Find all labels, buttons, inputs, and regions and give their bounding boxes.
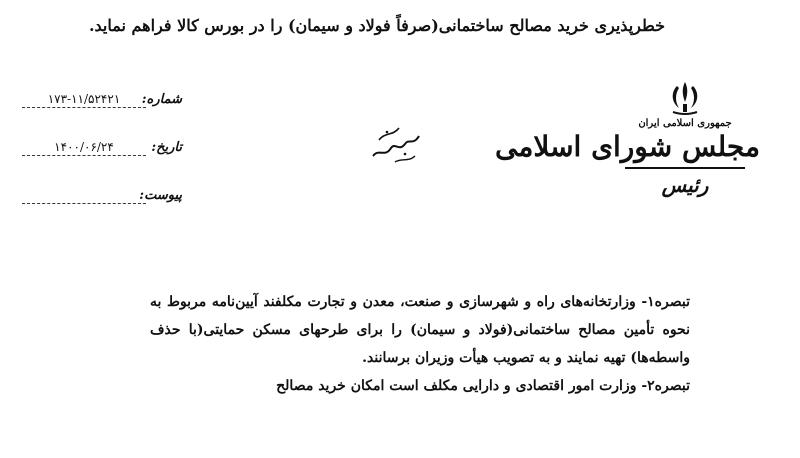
number-value: ۱۷۳-۱۱/۵۲۴۲۱ bbox=[22, 92, 146, 108]
meta-number bbox=[22, 92, 182, 112]
attachment-value bbox=[22, 188, 146, 204]
date-value: ۱۴۰۰/۰۶/۲۴ bbox=[22, 140, 146, 156]
iran-emblem-icon bbox=[665, 80, 705, 116]
letterhead bbox=[495, 80, 760, 260]
letterhead-title: رئیس bbox=[661, 173, 709, 197]
body-text bbox=[150, 288, 690, 400]
paragraph: تبصره۲- وزارت امور اقتصادی و دارایی مکلف است امکان خرید مصالح bbox=[276, 378, 690, 394]
letterhead-organization: مجلس شورای اسلامی bbox=[495, 130, 760, 163]
header-text-line: خطرپذیری خرید مصالح ساختمانی(صرفاً فولاد و سیمان) را در بورس کالا فراهم نماید. bbox=[88, 16, 665, 35]
letterhead-divider bbox=[625, 167, 745, 169]
basmala-signature bbox=[365, 118, 425, 168]
letterhead-country: جمهوری اسلامی ایران bbox=[638, 118, 732, 129]
paragraph: تبصره۱- وزارتخانه‌های راه و شهرسازی و صنعت، معدن و تجارت مکلفند آیین‌نامه مربوط به نحوه تأمین مصالح ساختمانی(فولاد و سیمان) را برای طرحهای مسکن حمایتی(با حذف واسطه‌ها) تهیه نمایند و به تصویب هیأت وزیران برسانند. bbox=[150, 294, 690, 366]
meta-date bbox=[22, 140, 182, 160]
number-label: شماره: bbox=[141, 92, 182, 107]
meta-attachment bbox=[22, 188, 182, 208]
attachment-label: پیوست: bbox=[139, 188, 182, 203]
date-label: تاریخ: bbox=[151, 140, 182, 155]
